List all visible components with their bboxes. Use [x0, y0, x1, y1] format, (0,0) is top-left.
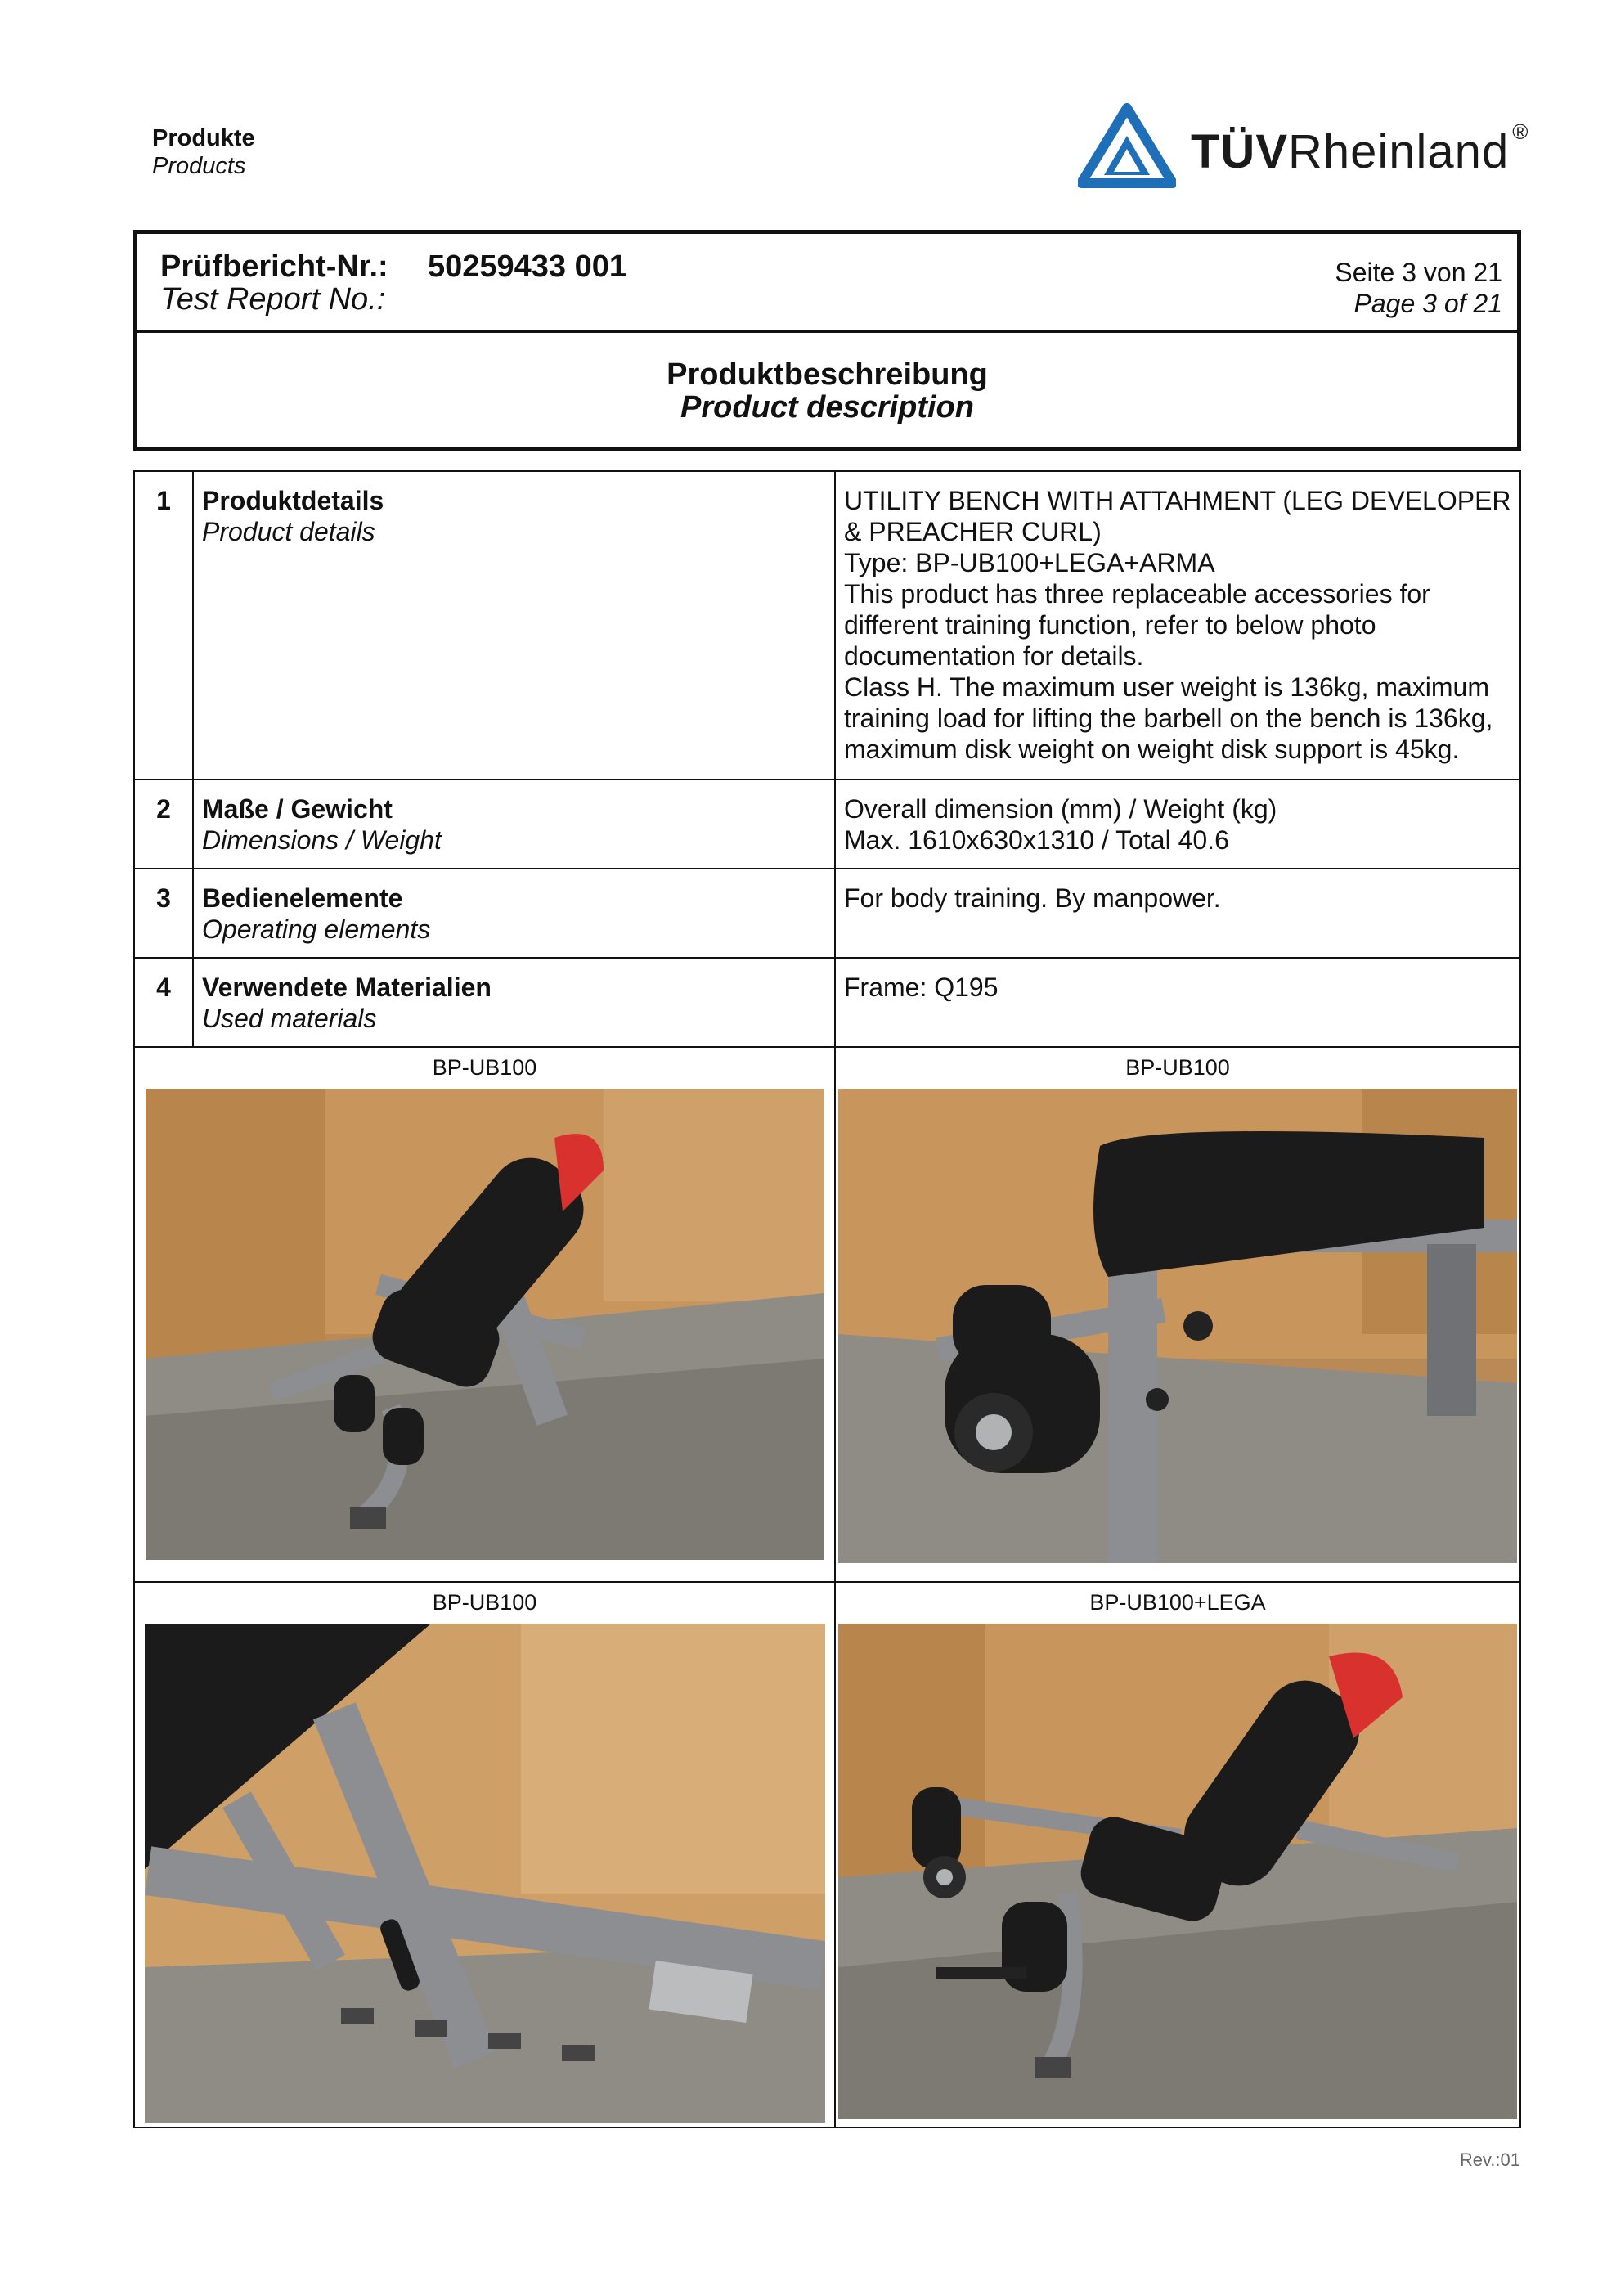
bench-side-photo — [146, 1089, 824, 1560]
revision-label: Rev.:01 — [1459, 2150, 1520, 2170]
bench-frame-closeup-photo — [145, 1624, 825, 2123]
row-number: 1 — [134, 471, 193, 780]
row-number: 2 — [134, 780, 193, 869]
photo-caption: BP-UB100+LEGA — [1089, 1590, 1266, 1615]
photo-caption: BP-UB100 — [432, 1055, 537, 1080]
photo-cell — [134, 1582, 835, 2128]
table-row — [134, 869, 1520, 958]
tuv-logo — [1078, 103, 1536, 193]
row-label: Maße / Gewicht Dimensions / Weight — [193, 780, 835, 869]
header-category — [152, 124, 255, 180]
row-value: For body training. By manpower. — [835, 869, 1520, 958]
bench-leg-developer-photo — [838, 1624, 1517, 2119]
table-row — [134, 471, 1520, 780]
row-label: Bedienelemente Operating elements — [193, 869, 835, 958]
row-label: Produktdetails Product details — [193, 471, 835, 780]
row-value: Frame: Q195 — [835, 958, 1520, 1047]
photo-row — [134, 1047, 1520, 1582]
row-label: Verwendete Materialien Used materials — [193, 958, 835, 1047]
category-en: Products — [152, 153, 246, 179]
logo-wordmark: TÜVRheinland ® — [1191, 119, 1529, 178]
row-value: Overall dimension (mm) / Weight (kg) Max. 1610x630x1310 / Total 40.6 — [835, 780, 1520, 869]
section-title: Produktbeschreibung Product description — [667, 357, 988, 425]
category-de: Produkte — [152, 125, 255, 151]
photo-row — [134, 1582, 1520, 2128]
photo-cell — [835, 1582, 1520, 2128]
report-header-box — [133, 230, 1521, 451]
bench-leg-roller-photo — [838, 1089, 1517, 1563]
photo-caption: BP-UB100 — [432, 1590, 537, 1615]
row-value: UTILITY BENCH WITH ATTAHMENT (LEG DEVELOPER & PREACHER CURL) Type: BP-UB100+LEGA+ARMA This product has three replaceable accessories for different training function, refer to below photo documentation for details. Class H. The maximum user weight is 136kg, maximum training load for lifting the barbell on the bench is 136kg, maximum disk weight on weight disk support is 45kg. — [835, 471, 1520, 780]
table-row — [134, 780, 1520, 869]
page-number: Seite 3 von 21 Page 3 of 21 — [1335, 258, 1502, 318]
product-description-table — [133, 470, 1521, 2128]
photo-cell — [835, 1047, 1520, 1582]
row-number: 3 — [134, 869, 193, 958]
report-number: 50259433 001 — [428, 249, 627, 284]
row-number: 4 — [134, 958, 193, 1047]
table-row — [134, 958, 1520, 1047]
report-label: Prüfbericht-Nr.: Test Report No.: — [160, 249, 388, 317]
photo-caption: BP-UB100 — [1125, 1055, 1230, 1080]
triangle-logo-icon — [1078, 103, 1176, 193]
photo-cell — [134, 1047, 835, 1582]
